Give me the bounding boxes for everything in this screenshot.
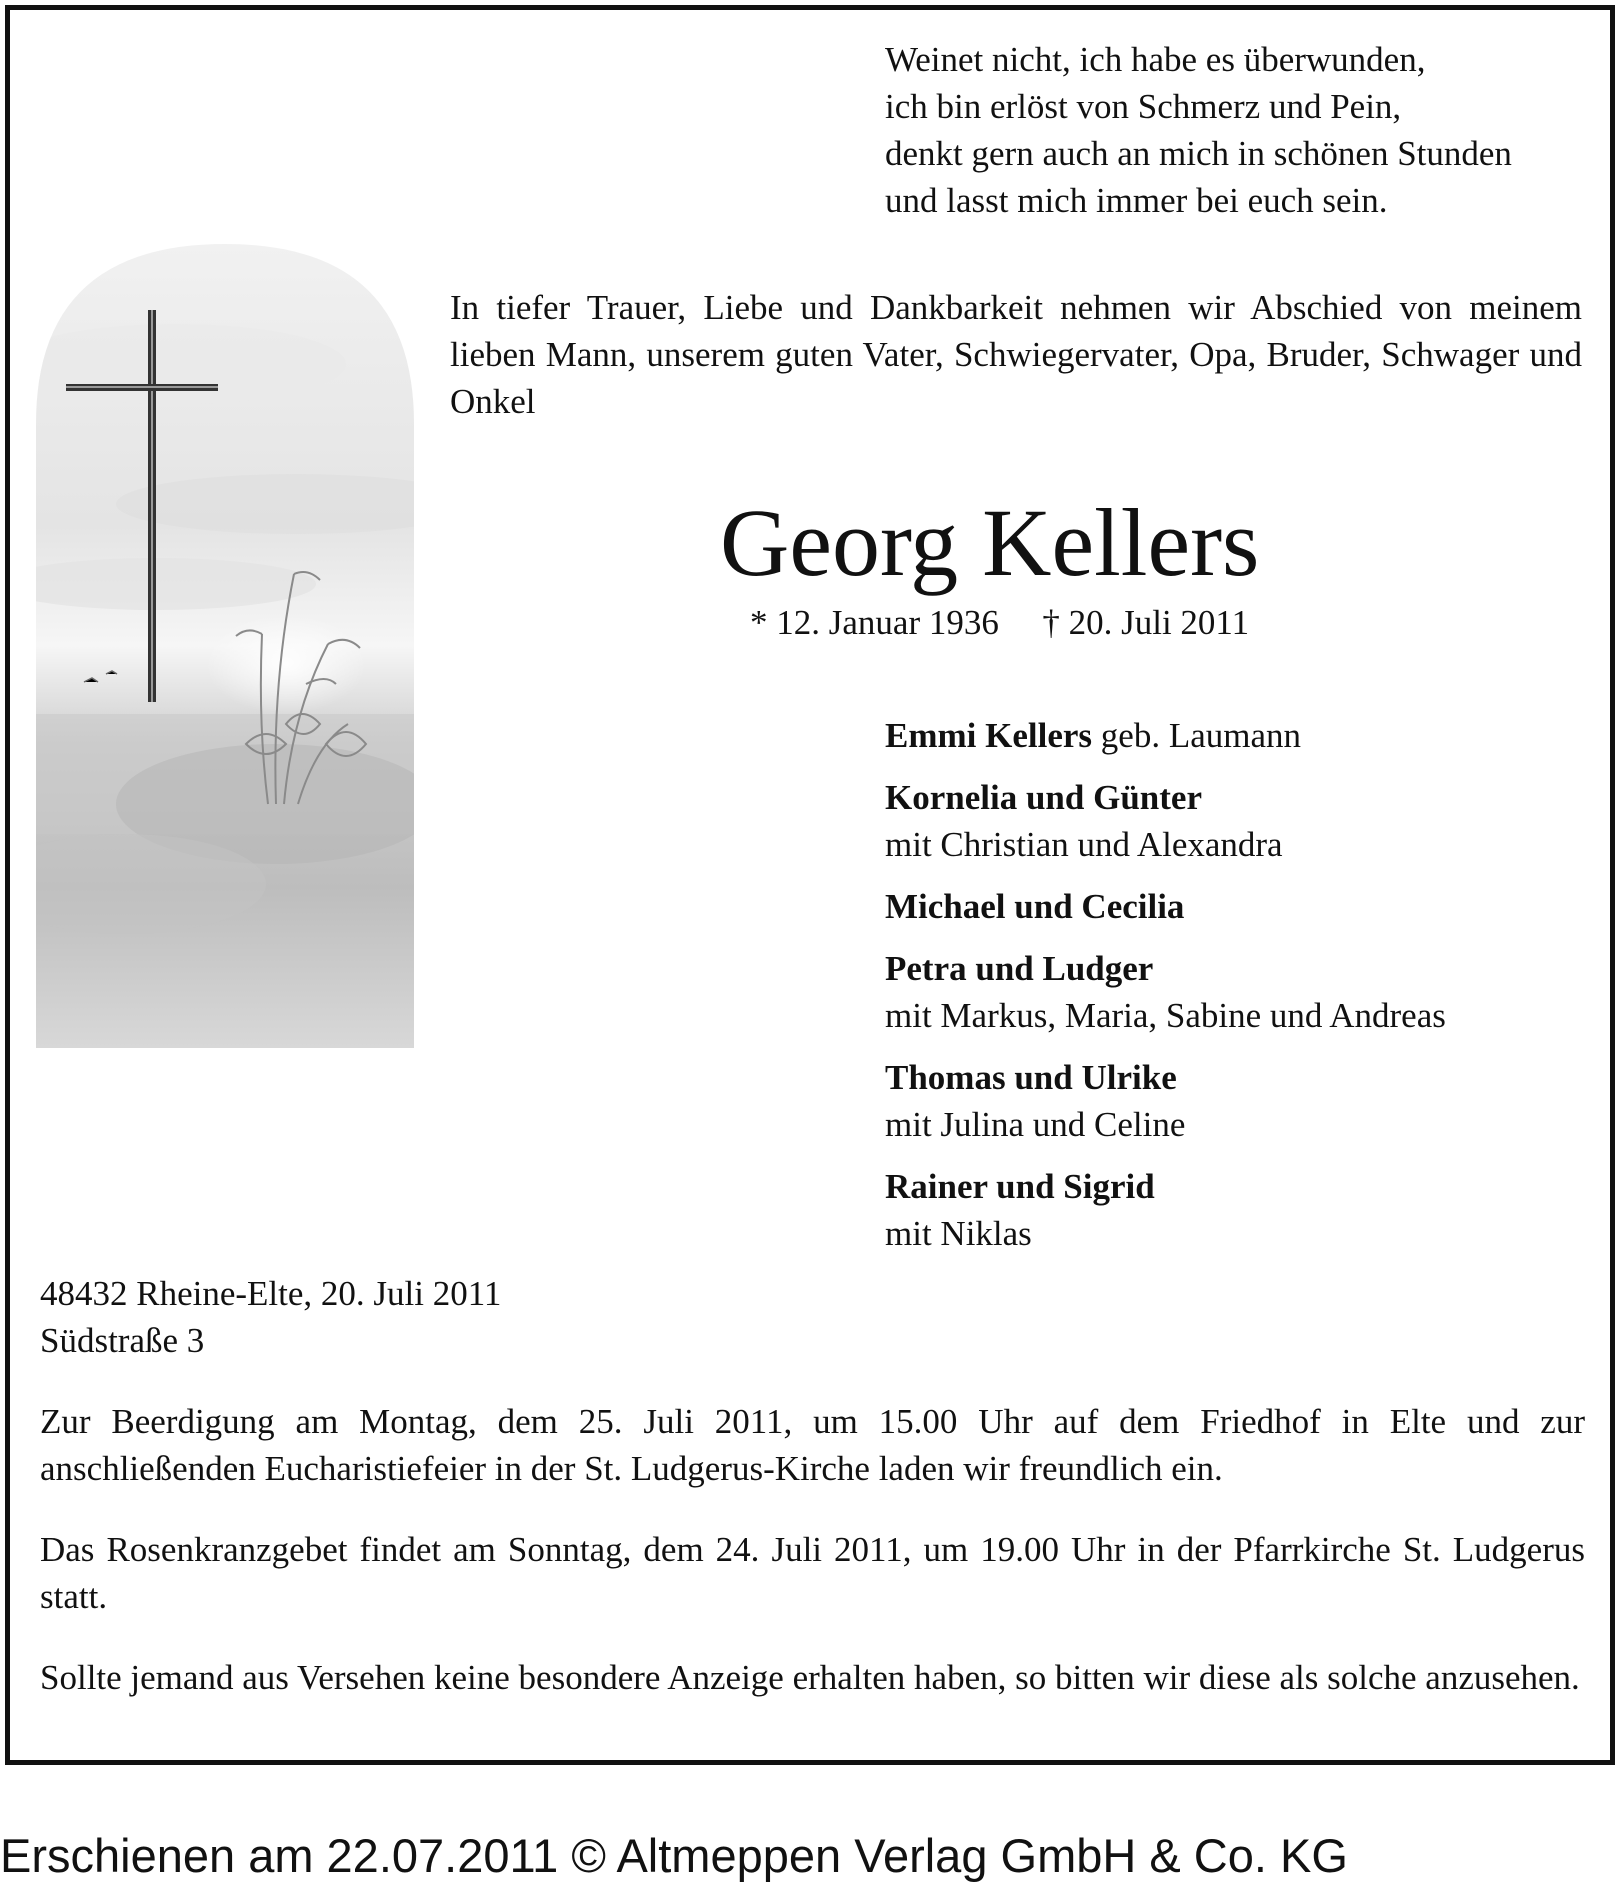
family-entry — [885, 945, 1446, 1039]
family-name: Michael und Cecilia — [885, 887, 1185, 926]
life-dates — [750, 602, 1249, 644]
family-name: Rainer und Sigrid — [885, 1167, 1155, 1206]
family-entry — [885, 1163, 1446, 1257]
funeral-info: Zur Beerdigung am Montag, dem 25. Juli 2011, um 15.00 Uhr auf dem Friedhof in Elte und zur anschließenden Eucharistiefeier in der St. Ludgerus-Kirche laden wir freundlich ein. — [40, 1402, 1585, 1488]
notice-info: Sollte jemand aus Versehen keine besondere Anzeige erhalten haben, so bitten wir diese als solche anzusehen. — [40, 1658, 1580, 1697]
death-date: † 20. Juli 2011 — [1042, 603, 1250, 642]
family-sub: mit Christian und Alexandra — [885, 825, 1283, 864]
rosary-info: Das Rosenkranzgebet findet am Sonntag, dem 24. Juli 2011, um 19.00 Uhr in der Pfarrkirche St. Ludgerus statt. — [40, 1530, 1585, 1616]
family-name: Emmi Kellers — [885, 716, 1093, 755]
family-name: Petra und Ludger — [885, 949, 1154, 988]
birth-date: * 12. Januar 1936 — [750, 603, 999, 642]
cross-landscape-image — [36, 244, 414, 1048]
family-list — [885, 712, 1446, 1272]
family-entry — [885, 712, 1446, 759]
family-entry — [885, 883, 1446, 930]
poem-line: Weinet nicht, ich habe es überwunden, — [885, 40, 1426, 79]
family-entry — [885, 1054, 1446, 1148]
family-name: Kornelia und Günter — [885, 778, 1202, 817]
poem-line: ich bin erlöst von Schmerz und Pein, — [885, 87, 1402, 126]
poem-line: denkt gern auch an mich in schönen Stunden — [885, 134, 1512, 173]
deceased-name: Georg Kellers — [720, 489, 1260, 596]
street-address: Südstraße 3 — [40, 1321, 205, 1360]
family-entry — [885, 774, 1446, 868]
family-sub: mit Niklas — [885, 1214, 1032, 1253]
place-address — [40, 1270, 501, 1364]
family-sub: mit Julina und Celine — [885, 1105, 1186, 1144]
publication-footer: Erschienen am 22.07.2011 © Altmeppen Verlag GmbH & Co. KG — [0, 1829, 1348, 1882]
poem-line: und lasst mich immer bei euch sein. — [885, 181, 1388, 220]
place-date: 48432 Rheine-Elte, 20. Juli 2011 — [40, 1274, 502, 1313]
intro-text: In tiefer Trauer, Liebe und Dankbarkeit nehmen wir Abschied von meinem lieben Mann, unserem guten Vater, Schwiegervater, Opa, Bruder, Schwager und Onkel — [450, 288, 1582, 421]
family-name: Thomas und Ulrike — [885, 1058, 1177, 1097]
family-sub: mit Markus, Maria, Sabine und Andreas — [885, 996, 1446, 1035]
poem — [885, 36, 1512, 224]
family-suffix: geb. Laumann — [1092, 716, 1301, 755]
